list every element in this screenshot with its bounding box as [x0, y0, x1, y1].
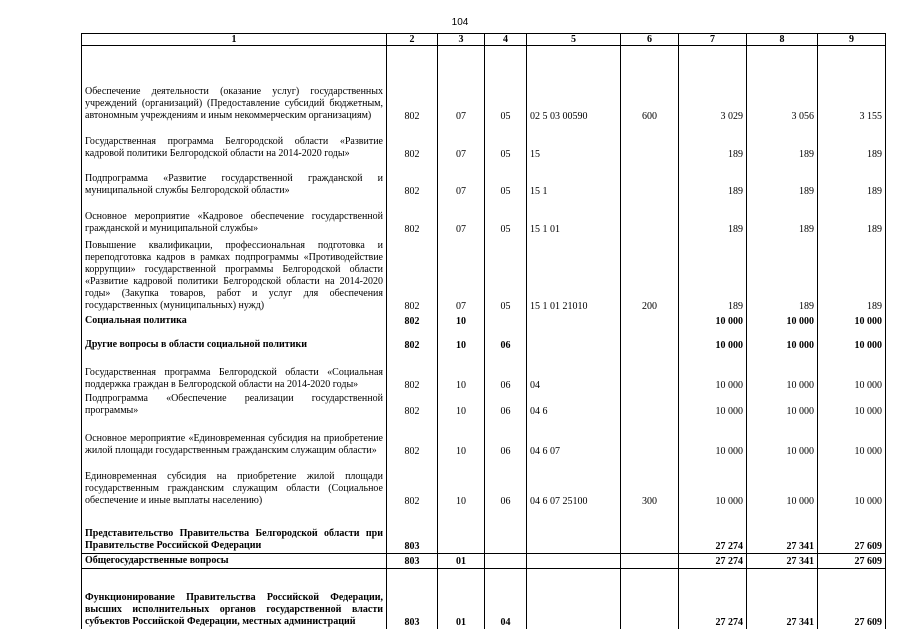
row-rz: 10 — [438, 328, 485, 352]
table-row — [82, 236, 886, 313]
row-2019: 27 341 — [747, 554, 818, 569]
row-pr: 04 — [485, 569, 527, 629]
row-2020: 189 — [818, 123, 886, 161]
row-rz: 07 — [438, 46, 485, 123]
table-row — [82, 418, 886, 458]
row-csr — [527, 554, 621, 569]
col-header-1: 1 — [82, 34, 387, 46]
row-pr — [485, 313, 527, 328]
row-2018: 10 000 — [679, 313, 747, 328]
row-rz: 07 — [438, 161, 485, 198]
row-name: Общегосударственные вопросы — [82, 554, 387, 569]
row-gr: 802 — [387, 392, 438, 418]
table-row — [82, 508, 886, 554]
row-2019: 189 — [747, 198, 818, 236]
row-rz: 07 — [438, 236, 485, 313]
row-pr: 06 — [485, 418, 527, 458]
table-row — [82, 352, 886, 392]
col-header-8: 8 — [747, 34, 818, 46]
row-2020: 189 — [818, 161, 886, 198]
row-gr: 803 — [387, 508, 438, 554]
row-2020: 10 000 — [818, 352, 886, 392]
row-csr: 04 6 — [527, 392, 621, 418]
row-csr — [527, 569, 621, 629]
row-csr: 04 6 07 25100 — [527, 458, 621, 508]
col-header-6: 6 — [621, 34, 679, 46]
row-pr: 06 — [485, 328, 527, 352]
row-2020: 27 609 — [818, 554, 886, 569]
row-vr — [621, 508, 679, 554]
row-pr: 06 — [485, 352, 527, 392]
table-row — [82, 392, 886, 418]
row-name: Представительство Правительства Белгородской области при Правительстве Российской Федерации — [82, 508, 387, 554]
row-2019: 10 000 — [747, 313, 818, 328]
row-2019: 189 — [747, 161, 818, 198]
row-rz: 10 — [438, 313, 485, 328]
row-pr: 05 — [485, 198, 527, 236]
row-pr: 05 — [485, 123, 527, 161]
row-name: Государственная программа Белгородской области «Социальная поддержка граждан в Белгородской области на 2014-2020 годы» — [82, 352, 387, 392]
row-vr: 600 — [621, 46, 679, 123]
row-pr: 05 — [485, 236, 527, 313]
col-header-3: 3 — [438, 34, 485, 46]
row-rz: 01 — [438, 569, 485, 629]
row-pr: 06 — [485, 458, 527, 508]
page-number: 104 — [451, 17, 469, 28]
row-2020: 27 609 — [818, 569, 886, 629]
row-2018: 189 — [679, 161, 747, 198]
row-2020: 10 000 — [818, 458, 886, 508]
table-row — [82, 198, 886, 236]
row-rz — [438, 508, 485, 554]
row-pr: 05 — [485, 46, 527, 123]
row-2019: 189 — [747, 123, 818, 161]
row-2018: 10 000 — [679, 418, 747, 458]
row-name: Другие вопросы в области социальной политики — [82, 328, 387, 352]
table-row — [82, 569, 886, 629]
row-2018: 27 274 — [679, 554, 747, 569]
row-2020: 27 609 — [818, 508, 886, 554]
row-vr — [621, 198, 679, 236]
row-gr: 803 — [387, 569, 438, 629]
row-gr: 802 — [387, 46, 438, 123]
row-2018: 10 000 — [679, 458, 747, 508]
row-2018: 27 274 — [679, 569, 747, 629]
row-rz: 10 — [438, 458, 485, 508]
row-pr: 05 — [485, 161, 527, 198]
row-name: Единовременная субсидия на приобретение жилой площади государственным гражданским служащим области (Социальное обеспечение и иные выплаты населению) — [82, 458, 387, 508]
column-number-header — [82, 34, 886, 46]
table-row — [82, 123, 886, 161]
table-row — [82, 554, 886, 569]
row-csr: 04 — [527, 352, 621, 392]
col-header-4: 4 — [485, 34, 527, 46]
row-2018: 3 029 — [679, 46, 747, 123]
row-pr — [485, 508, 527, 554]
row-gr: 802 — [387, 328, 438, 352]
row-2020: 189 — [818, 236, 886, 313]
table-row — [82, 458, 886, 508]
row-2018: 10 000 — [679, 328, 747, 352]
row-name: Социальная политика — [82, 313, 387, 328]
row-pr — [485, 554, 527, 569]
row-2019: 3 056 — [747, 46, 818, 123]
row-vr — [621, 392, 679, 418]
row-vr — [621, 123, 679, 161]
table-row — [82, 161, 886, 198]
row-name: Обеспечение деятельности (оказание услуг) государственных учреждений (организаций) (Предоставление субсидий бюджетным, автономным учреждениям и иным некоммерческим организациям) — [82, 46, 387, 123]
row-2019: 10 000 — [747, 392, 818, 418]
row-2020: 3 155 — [818, 46, 886, 123]
row-name: Функционирование Правительства Российской Федерации, высших исполнительных органов государственной власти субъектов Российской Федерации, местных администраций — [82, 569, 387, 629]
col-header-7: 7 — [679, 34, 747, 46]
row-2019: 10 000 — [747, 352, 818, 392]
row-rz: 01 — [438, 554, 485, 569]
col-header-2: 2 — [387, 34, 438, 46]
row-2018: 10 000 — [679, 392, 747, 418]
row-pr: 06 — [485, 392, 527, 418]
row-2019: 189 — [747, 236, 818, 313]
row-2019: 27 341 — [747, 569, 818, 629]
row-rz: 10 — [438, 352, 485, 392]
row-2019: 10 000 — [747, 418, 818, 458]
row-vr — [621, 313, 679, 328]
row-gr: 802 — [387, 123, 438, 161]
row-csr — [527, 508, 621, 554]
row-csr: 15 — [527, 123, 621, 161]
row-csr — [527, 313, 621, 328]
row-gr: 802 — [387, 352, 438, 392]
row-gr: 802 — [387, 458, 438, 508]
row-name: Государственная программа Белгородской области «Развитие кадровой политики Белгородской области на 2014-2020 годы» — [82, 123, 387, 161]
row-vr — [621, 569, 679, 629]
row-2018: 189 — [679, 198, 747, 236]
row-2019: 10 000 — [747, 328, 818, 352]
row-csr: 15 1 01 21010 — [527, 236, 621, 313]
row-2020: 189 — [818, 198, 886, 236]
table-row — [82, 328, 886, 352]
row-name: Подпрограмма «Развитие государственной гражданской и муниципальной службы Белгородской области» — [82, 161, 387, 198]
row-gr: 802 — [387, 313, 438, 328]
row-csr: 04 6 07 — [527, 418, 621, 458]
row-2020: 10 000 — [818, 313, 886, 328]
row-csr: 15 1 01 — [527, 198, 621, 236]
row-csr: 02 5 03 00590 — [527, 46, 621, 123]
row-2018: 189 — [679, 123, 747, 161]
row-name: Подпрограмма «Обеспечение реализации государственной программы» — [82, 392, 387, 418]
row-rz: 07 — [438, 123, 485, 161]
row-2020: 10 000 — [818, 328, 886, 352]
row-2018: 189 — [679, 236, 747, 313]
row-name: Основное мероприятие «Единовременная субсидия на приобретение жилой площади государственным гражданским служащим области» — [82, 418, 387, 458]
col-header-5: 5 — [527, 34, 621, 46]
row-rz: 10 — [438, 418, 485, 458]
row-2020: 10 000 — [818, 392, 886, 418]
table-row — [82, 46, 886, 123]
row-gr: 803 — [387, 554, 438, 569]
row-2018: 27 274 — [679, 508, 747, 554]
row-gr: 802 — [387, 418, 438, 458]
row-2019: 27 341 — [747, 508, 818, 554]
row-vr — [621, 554, 679, 569]
row-2019: 10 000 — [747, 458, 818, 508]
row-rz: 10 — [438, 392, 485, 418]
row-vr — [621, 352, 679, 392]
row-vr — [621, 161, 679, 198]
row-name: Повышение квалификации, профессиональная подготовка и переподготовка кадров в рамках подпрограммы «Противодействие коррупции» государственной программы Белгородской области «Развитие кадровой политики Белгородской области на 2014-2020 годы» (Закупка товаров, работ и услуг для обеспечения государственных (муниципальных) нужд) — [82, 236, 387, 313]
row-2020: 10 000 — [818, 418, 886, 458]
row-gr: 802 — [387, 236, 438, 313]
row-csr: 15 1 — [527, 161, 621, 198]
row-vr: 200 — [621, 236, 679, 313]
row-gr: 802 — [387, 198, 438, 236]
row-rz: 07 — [438, 198, 485, 236]
row-gr: 802 — [387, 161, 438, 198]
row-vr — [621, 418, 679, 458]
row-vr — [621, 328, 679, 352]
col-header-9: 9 — [818, 34, 886, 46]
row-csr — [527, 328, 621, 352]
row-name: Основное мероприятие «Кадровое обеспечение государственной гражданской и муниципальной службы» — [82, 198, 387, 236]
row-vr: 300 — [621, 458, 679, 508]
row-2018: 10 000 — [679, 352, 747, 392]
budget-table — [81, 33, 886, 629]
table-row — [82, 313, 886, 328]
